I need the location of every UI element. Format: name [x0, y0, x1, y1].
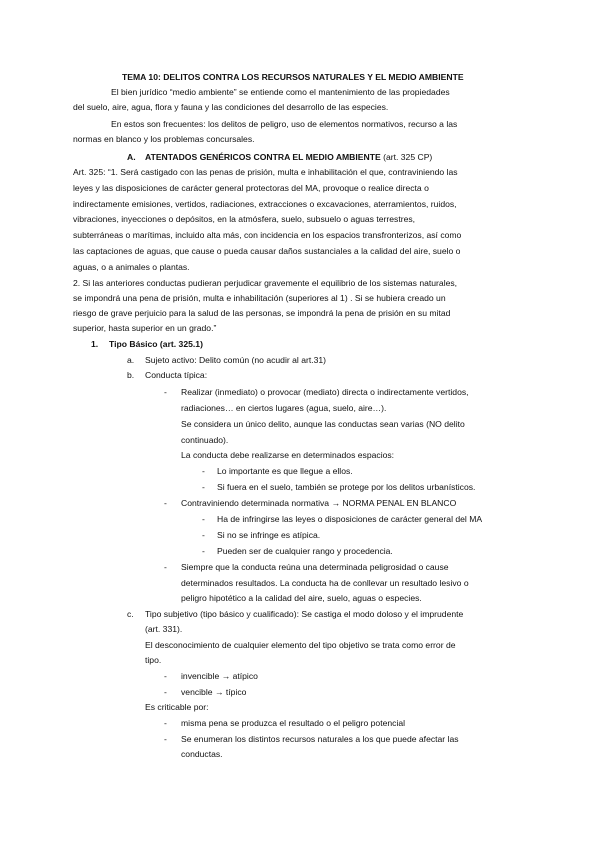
dash-bullet: -: [202, 466, 205, 476]
article-line: superior, hasta superior en un grado.”: [73, 323, 217, 333]
article-line: subterráneas o marítimas, incluido alta más, con incidencia en los espacios transfronterizos, así como: [73, 230, 462, 240]
sub-b-text: Conducta típica:: [145, 370, 208, 380]
dash-bullet: -: [202, 546, 205, 556]
article-line: Art. 325: “1. Será castigado con las penas de prisión, multa e inhabilitación el que, contraviniendo las: [73, 167, 458, 177]
dash-bullet: -: [164, 734, 167, 744]
error-item: vencible → típico: [181, 687, 247, 697]
dash-bullet: -: [202, 482, 205, 492]
conduct-line: peligro hipotético a la calidad del aire, suelo, aguas o especies.: [181, 593, 422, 603]
item-1-heading: Tipo Básico (art. 325.1): [109, 339, 203, 349]
article-line: leyes y las disposiciones de carácter general protectoras del MA, provoque o realice directa o: [73, 183, 429, 193]
conduct-line: determinados resultados. La conducta ha de conllevar un resultado lesivo o: [181, 578, 469, 588]
intro-line: del suelo, aire, agua, flora y fauna y las condiciones del desarrollo de las especies.: [73, 102, 389, 112]
article-line: las captaciones de aguas, que cause o pueda causar daños sustanciales a la calidad del aire, suelo o: [73, 246, 461, 256]
error-text: El desconocimiento de cualquier elemento del tipo objetivo se trata como error de: [145, 640, 456, 650]
critic-item: conductas.: [181, 749, 223, 759]
article-line: 2. Si las anteriores conductas pudieran perjudicar gravemente el equilibrio de los sistemas naturales,: [73, 278, 458, 288]
intro-line: normas en blanco y los problemas concursales.: [73, 134, 255, 144]
dash-bullet: -: [164, 562, 167, 572]
conduct-line: La conducta debe realizarse en determinados espacios:: [181, 450, 395, 460]
conduct-line: Se considera un único delito, aunque las conductas sean varias (NO delito: [181, 419, 465, 429]
conduct-line: Contraviniendo determinada normativa → NORMA PENAL EN BLANCO: [181, 498, 457, 508]
sub-a-marker: a.: [127, 355, 135, 365]
conduct-line: Siempre que la conducta reúna una determinada peligrosidad o cause: [181, 562, 449, 572]
sub-c-marker: c.: [127, 609, 134, 619]
intro-line: En estos son frecuentes: los delitos de peligro, uso de elementos normativos, recurso a las: [111, 119, 458, 129]
dash-bullet: -: [164, 687, 167, 697]
critic-item: Se enumeran los distintos recursos naturales a los que puede afectar las: [181, 734, 459, 744]
error-item: invencible → atípico: [181, 671, 258, 681]
article-line: indirectamente emisiones, vertidos, radiaciones, extracciones o excavaciones, aterramientos, ruidos,: [73, 199, 457, 209]
error-text: tipo.: [145, 655, 162, 665]
conduct-line: Realizar (inmediato) o provocar (mediato) directa o indirectamente vertidos,: [181, 387, 469, 397]
dash-bullet: -: [202, 530, 205, 540]
document-title: TEMA 10: DELITOS CONTRA LOS RECURSOS NATURALES Y EL MEDIO AMBIENTE: [122, 72, 464, 82]
dash-bullet: -: [164, 718, 167, 728]
section-a-ref: (art. 325 CP): [383, 152, 433, 162]
conduct-line: continuado).: [181, 435, 229, 445]
sub-b-marker: b.: [127, 370, 135, 380]
article-line: se impondrá una pena de prisión, multa e inhabilitación (superiores al 1) . Si se hubiera creado un: [73, 293, 446, 303]
section-a-marker: A.: [127, 152, 136, 162]
dash-bullet: -: [164, 498, 167, 508]
article-line: riesgo de grave perjuicio para la salud de las personas, se impondrá la pena de prisión en su mitad: [73, 308, 451, 318]
intro-line: El bien jurídico “medio ambiente” se entiende como el mantenimiento de las propiedades: [111, 87, 450, 97]
conduct-subitem: Si no se infringe es atípica.: [217, 530, 321, 540]
dash-bullet: -: [164, 671, 167, 681]
dash-bullet: -: [164, 387, 167, 397]
sub-c-text: (art. 331).: [145, 624, 183, 634]
critic-item: misma pena se produzca el resultado o el peligro potencial: [181, 718, 406, 728]
sub-a-text: Sujeto activo: Delito común (no acudir al art.31): [145, 355, 327, 365]
conduct-subitem: Pueden ser de cualquier rango y procedencia.: [217, 546, 393, 556]
conduct-subitem: Ha de infringirse las leyes o disposiciones de carácter general del MA: [217, 514, 483, 524]
section-a-heading: ATENTADOS GENÉRICOS CONTRA EL MEDIO AMBIENTE: [145, 152, 381, 162]
article-line: vibraciones, inyecciones o depósitos, en la atmósfera, suelo, subsuelo o aguas terrestres,: [73, 214, 416, 224]
section-a-heading-line: [145, 151, 432, 163]
critic-heading: Es criticable por:: [145, 702, 209, 712]
conduct-subitem: Lo importante es que llegue a ellos.: [217, 466, 353, 476]
dash-bullet: -: [202, 514, 205, 524]
sub-c-text: Tipo subjetivo (tipo básico y cualificado): Se castiga el modo doloso y el imprudente: [145, 609, 464, 619]
conduct-line: radiaciones… en ciertos lugares (agua, suelo, aire…).: [181, 403, 387, 413]
article-line: aguas, o a animales o plantas.: [73, 262, 190, 272]
conduct-subitem: Si fuera en el suelo, también se protege por los delitos urbanísticos.: [217, 482, 476, 492]
item-1-marker: 1.: [91, 339, 99, 349]
